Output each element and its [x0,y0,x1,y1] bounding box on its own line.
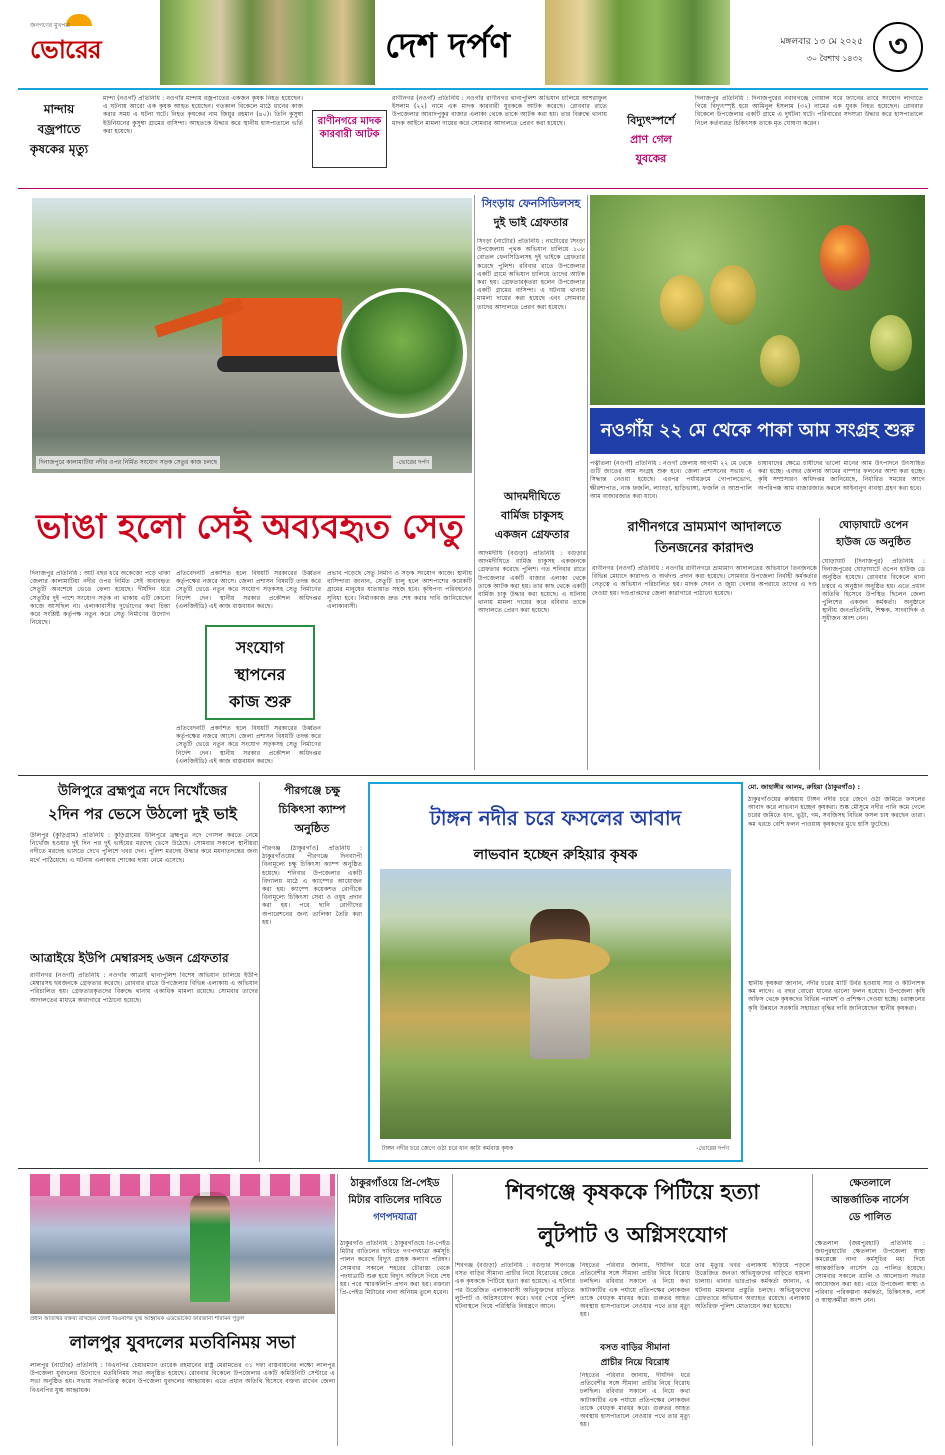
story-biddut-headline [612,112,690,182]
atrai-headline: আত্রাইয়ে ইউপি মেম্বারসহ ৬জন গ্রেফতার [30,951,229,965]
story-nurse-headline [815,1176,925,1236]
story-ghora-body: ঘোড়াঘাট (দিনাজপুর) প্রতিনিধি : দিনাজপুরের ঘোড়াঘাটে ওপেন হাউজ ডে অনুষ্ঠিত হয়েছে। রোববার বিকেলে থানা চত্বরে এ অনুষ্ঠান অনুষ্ঠিত হয়। এতে প্রধান অতিথি হিসেবে উপস্থিত ছিলেন জেলা পুলিশের একজন কর্মকর্তা। অনুষ্ঠানে স্থানীয় জনপ্রতিনিধি, শিক্ষক, সাংবাদিক ও সুধীজন অংশ নেন। [822,558,925,623]
story-madok-body: রাণীনগর (নওগাঁ) প্রতিনিধি : নওগাঁর রাণীনগর থানাপুলিশ অভিযান চালিয়ে আশরাফুল ইসলাম (২২) নামে এক মাদক কারবারী যুবককে আটক করেছে। রোববার রাতে উপজেলার আবাদপুকুর বাজার এলাকা থেকে তাকে আটক করা হয়। তার বিরুদ্ধে থানায় মাদক আইনে মামলা দায়ের করে সোমবার আদালতে প্রেরণ করা হয়েছে। [392,95,607,127]
tangon-caption: টাঙ্গন নদীর চরে জেগে ওঠা চরে ধান কাটা কর্মব্যস্ত কৃষক [382,1145,514,1152]
story-aam-body-2: চাষাবাদের ক্ষেত্রে চাষীদের ভালো মানের আম উৎপাদনে উৎসাহিত করা হচ্ছে। এবছর জেলায় আমের বাম্পার ফলনের আশা করা হচ্ছে। কৃষি সম্প্রসারণ অধিদপ্তর জানিয়েছে, নির্ধারিত সময়ের আগে অপরিপক্ক আম বাজারজাত করলে আইনানুগ ব্যবস্থা গ্রহণ করা হবে। [758,460,925,492]
mid-rule-2 [18,1168,928,1169]
story-atrai-headline [30,950,258,970]
masthead-rule [18,88,928,90]
date-line: মঙ্গলবার ১৩ মে ২০২৫ [780,37,863,47]
tangon-frame [368,782,743,1162]
divider-v-2 [587,195,588,770]
setu-banner [30,498,470,560]
mid-rule-1 [18,775,928,776]
tangon-byline: মো. জাহাঙ্গীর আলম, রুহিয়া (ঠাকুরগাঁও) : [748,783,861,791]
top-row-rule [18,188,928,189]
story-chokkhu-headline [262,782,362,842]
story-singra-body: সিংড়া (নাটোর) প্রতিনিধি : নাটোরের সিংড়া উপজেলায় পৃথক অভিযান চালিয়ে ১০৮ বোতল ফেনসিডিলসহ দুই ভাইকে গ্রেফতার করেছে পুলিশ। রবিবার রাতে উপজেলার একটি গ্রামে অভিযান চালিয়ে তাদের আটক করা হয়। গ্রেফতারকৃতরা হলেন উপজেলার একটি গ্রামের বাসিন্দা। এ ঘটনায় থানায় মামলা দায়ের করা হয়েছে এবং সোমবার তাদের আদালতে প্রেরণ করা হয়েছে। [477,238,585,311]
paddy-bundle [510,939,610,979]
paper-name: ভোরের [30,35,101,64]
brahmaputra-headline-1: উলিপুরে ব্রহ্মপুত্র নদে নিখোঁজের [57,784,228,799]
story-lalpur-headline [30,1330,335,1358]
masthead-photo-strip-right [545,0,730,85]
page-number-text: ৩ [888,28,908,64]
setu-banner-text: ভাঙা হলো সেই অব্যবহৃত সেতু [36,506,464,547]
section-title: দেশ দর্পণ [385,26,511,66]
shibganj-subhead-1: বসত বাড়ির সীমানা [600,1343,670,1353]
songjog-line-3: কাজ শুরু [229,692,291,711]
adamdighi-headline-1: আদমদীঘিতে [503,490,561,503]
bajrapat-headline-1: মান্দায় [43,102,75,116]
story-lalpur-body: লালপুর (নাটোর) প্রতিনিধি : বিএনপির চেয়ারম্যান তারেক রহমানের রাষ্ট্র মেরামতের ৩১ দফা বাস্তবায়নের লক্ষ্যে লালপুর উপজেলা যুবদলের উদ্যোগে মতবিনিময় সভা অনুষ্ঠিত হয়েছে। রোববার বিকেলে উপজেলার একটি কমিউনিটি সেন্টারে এ সভা অনুষ্ঠিত হয়। সভায় সভাপতিত্ব করেন উপজেলা যুবদলের আহ্বায়ক। এতে প্রধান অতিথি হিসেবে বক্তব্য রাখেন জেলা বিএনপির যুগ্ম আহ্বায়ক। [30,1362,335,1394]
masthead-photo-strip-left [160,0,375,85]
story-adalat-headline [592,518,817,562]
story-atrai-body: রাণীনগর (নওগাঁ) প্রতিনিধি : নওগাঁর আত্রাই থানাপুলিশ বিশেষ অভিযান চালিয়ে ইউপি মেম্বারসহ ছয়জনকে গ্রেফতার করেছে। রোববার রাতে উপজেলার বিভিন্ন এলাকায় এ অভিযান পরিচালিত হয়। গ্রেফতারকৃতদের বিরুদ্ধে থানায় একাধিক মামলা রয়েছে। সোমবার তাদের আদালতের মাধ্যমে কারাগারে পাঠানো হয়েছে। [30,972,258,1004]
tangon-credit: -ভোরের দর্পণ [696,1145,729,1152]
setu-photo-caption: দিনাজপুরে কালামাটিয়া নদীর ওপর নির্মিত সংযোগ সড়ক সেতুর কাজ চলছে [36,456,220,469]
tangon-photo [380,869,731,1139]
story-tangon-body-2: স্থানীয় কৃষকরা জানান, নদীর চরের মাটি উর্বর হওয়ায় সার ও কীটনাশক কম লাগে। এ বছর বোরো ধানের ভালো ফলন হয়েছে। উপজেলা কৃষি অফিস থেকে কৃষকদের বিভিন্ন পরামর্শ ও প্রশিক্ষণ দেওয়া হচ্ছে। চরাঞ্চলের কৃষি উন্নয়নে সরকারি সহায়তা বৃদ্ধির দাবি জানিয়েছেন স্থানীয় কৃষকরা। [748,980,925,1012]
story-chokkhu-body: পীরগঞ্জ (ঠাকুরগাঁও) প্রতিনিধি : ঠাকুরগাঁওয়ের পীরগঞ্জে দিনব্যাপী বিনামূল্যে চক্ষু চিকিৎসা ক্যাম্প অনুষ্ঠিত হয়েছে। শনিবার উপজেলার একটি বিদ্যালয় মাঠে এ ক্যাম্পের আয়োজন করা হয়। ক্যাম্পে কয়েকশত রোগীকে বিনামূল্যে চিকিৎসা সেবা ও ওষুধ প্রদান করা হয়। পরে ছানি রোগীদের অপারেশনের জন্য তালিকা তৈরি করা হয়। [262,845,362,926]
madok-headline: রাণীনগরে মাদক কারবারী আটক [317,116,382,140]
singra-headline-2: দুই ভাই গ্রেফতার [493,216,569,229]
setu-photo [32,198,472,473]
biddut-headline-2: প্রাণ গেল [630,133,672,146]
shibganj-subhead [580,1340,690,1370]
songjog-line-1: সংযোগ [235,638,285,657]
ghora-headline-2: হাউজ ডে অনুষ্ঠিত [836,537,911,548]
story-shibganj-body-2b: নিহতের পরিবার জানায়, দীর্ঘদিন ধরে প্রতিবেশীর সঙ্গে সীমানা প্রাচীর নিয়ে বিরোধ চলছিল। রবিবার সকালে এ নিয়ে কথা কাটাকাটির এক পর্যায়ে প্রতিপক্ষের লোকজন তাকে বেধড়ক মারধর করে। গুরুতর আহত অবস্থায় হাসপাতালে নেওয়ার পথে তার মৃত্যু হয়। [580,1372,690,1429]
story-nurse-body: ক্ষেতলাল (জয়পুরহাট) প্রতিনিধি : জয়পুরহাটের ক্ষেতলাল উপজেলা স্বাস্থ্য কমপ্লেক্সে নানা কর্মসূচির মধ্য দিয়ে আন্তর্জাতিক নার্সেস ডে পালিত হয়েছে। সোমবার সকালে র‍্যালি ও আলোচনা সভার আয়োজন করা হয়। এতে উপজেলা স্বাস্থ্য ও পরিবার পরিকল্পনা কর্মকর্তা, চিকিৎসক, নার্স ও স্বাস্থ্যকর্মীরা অংশ নেন। [815,1240,925,1305]
story-setu-body-3: প্রভাব পড়েছে সেতু নির্মাণ ও সড়ক সংযোগ কাজে। স্থানীয় বাসিন্দারা জানান, সেতুটি চালু হলে আশপাশের কয়েকটি গ্রামের মানুষের যাতায়াত সহজ হবে। কৃষিপণ্য পরিবহনেও সুবিধা হবে। নির্মাণকাজ দ্রুত শেষ করার দাবি জানিয়েছেন এলাকাবাসী। [327,570,472,610]
masthead [0,0,945,90]
story-shibganj-body-2: নিহতের পরিবার জানায়, দীর্ঘদিন ধরে প্রতিবেশীর সঙ্গে সীমানা প্রাচীর নিয়ে বিরোধ চলছিল। রবিবার সকালে এ নিয়ে কথা কাটাকাটির এক পর্যায়ে প্রতিপক্ষের লোকজন তাকে বেধড়ক মারধর করে। গুরুতর আহত অবস্থায় হাসপাতালে নেওয়ার পথে তার মৃত্যু হয়। [580,1262,690,1319]
story-madok-headline-box [312,110,387,168]
divider-v-5 [337,1174,338,1446]
lalpur-headline: লালপুর যুবদলের মতবিনিময় সভা [69,1333,296,1353]
setu-inset-photo [337,288,467,418]
date-block [738,34,863,74]
divider-v-7 [812,1174,813,1446]
bajrapat-headline-2: বজ্রপাতে [37,122,81,136]
prepaid-headline-2: মিটার বাতিলের দাবিতে [348,1195,442,1206]
songjog-box [205,625,315,720]
excavator-track [217,356,347,372]
farmer-figure [530,909,590,1059]
section-title-box [385,20,540,80]
singra-headline-1: সিংড়ায় ফেনসিডিলসহ [481,197,581,210]
mango-fruit-3 [820,225,870,291]
mango-photo [590,195,925,405]
masthead-tagline: জনগণের মুখপত্র [30,22,70,29]
story-bajrapat-body: মান্দা (নওগাঁ) প্রতিনিধি : নওগাঁর মান্দায় বজ্রপাতের একজন কৃষক নিহত হয়েছেন। এ ঘটনায় আরো এক কৃষক আহত হয়েছেন। গতকাল বিকেলে মাঠে ধানের কাজ করার সময় এ ঘটনা ঘটে। নিহত কৃষকের নাম জিয়ুর রহমান (৪০)। তিনি কুসুম্বা ইউনিয়নের কুসুম্বা গ্রামের বাসিন্দা। আহতকে উদ্ধার করে স্থানীয় হাসপাতালে ভর্তি করা হয়েছে। [103,95,303,135]
chokkhu-headline-3: অনুষ্ঠিত [294,822,330,835]
paper-logo [30,14,150,74]
story-ghora-headline [822,518,925,554]
shibganj-subhead-2: প্রাচীর নিয়ে বিরোধ [600,1358,670,1368]
story-bajrapat-headline [20,95,98,180]
shibganj-headline-2: লুটপাট ও অগ্নিসংযোগ [537,1223,728,1247]
aam-banner-text: নওগাঁয় ২২ মে থেকে পাকা আম সংগ্রহ শুরু [600,419,915,441]
tangon-subhead: লাভবান হচ্ছেন রুহিয়ার কৃষক [473,847,638,863]
tangon-headline: টাঙ্গন নদীর চরে ফসলের আবাদ [429,806,682,830]
setu-photo-credit: -ভোরের দর্পণ [393,456,432,469]
story-shibganj-headline [455,1176,810,1256]
mango-fruit-2 [710,265,756,325]
chokkhu-headline-1: পীরগঞ্জে চক্ষু [283,784,341,797]
story-tangon-body-1: ঠাকুরগাঁওয়ের রুহিয়ায় টাঙ্গন নদীর চরে জেগে ওঠা জমিতে ফসলের আবাদ করে লাভবান হচ্ছেন কৃষকরা। শুষ্ক মৌসুমে নদীর পানি কমে গেলে চরের জমিতে ধান, ভুট্টা, গম, সবজিসহ বিভিন্ন ফসল চাষ করছেন তারা। কম খরচে বেশি ফলন পাওয়ায় কৃষকদের মুখে হাসি ফুটেছে। [748,796,925,828]
story-adalat-body: রাণীনগর (নওগাঁ) প্রতিনিধি : নওগাঁর রাণীনগরে ভ্রাম্যমাণ আদালতের অভিযানে তিনজনকে বিভিন্ন মেয়াদে কারাদণ্ড ও অর্থদণ্ড প্রদান করা হয়েছে। সোমবার উপজেলা নির্বাহী কর্মকর্তার নেতৃত্বে এ অভিযান পরিচালিত হয়। মাদক সেবন ও জুয়া খেলার অপরাধে তাদের এ দণ্ড দেওয়া হয়। দণ্ডপ্রাপ্তদের জেলা কারাগারে পাঠানো হয়েছে। [592,565,817,597]
songjog-line-2: স্থাপনের [234,665,286,684]
divider-v-1 [474,195,475,770]
page-number [873,22,923,72]
story-singra-headline [477,195,585,235]
divider-v-4 [259,782,260,1162]
adamdighi-headline-3: একজন গ্রেফতার [494,528,570,541]
biddut-headline-1: বিদ্যুৎস্পর্শে [627,114,675,127]
nurse-headline-1: ক্ষেতলালে [849,1178,891,1189]
speaker-figure [190,1192,230,1302]
prepaid-headline-1: ঠাকুরগাঁওয়ে প্রি-পেইড [350,1178,440,1189]
story-prepaid-headline [340,1176,450,1236]
chokkhu-headline-2: চিকিৎসা ক্যাম্প [278,803,346,816]
story-shibganj-body-1: শিবগঞ্জ (বগুড়া) প্রতিনিধি : বগুড়ার শিবগঞ্জে বসত বাড়ির সীমানা প্রাচীর নিয়ে বিরোধের জেরে এক কৃষককে পিটিয়ে হত্যা করা হয়েছে। এ ঘটনার পর উত্তেজিত এলাকাবাসী অভিযুক্তদের বাড়িতে লুটপাট ও অগ্নিসংযোগ করে। খবর পেয়ে পুলিশ ঘটনাস্থলে গিয়ে পরিস্থিতি নিয়ন্ত্রণে আনে। [455,1262,575,1311]
story-brahmaputra-body: উলিপুর (কুড়িগ্রাম) প্রতিনিধি : কুড়িগ্রামের উলিপুরে ব্রহ্মপুত্র নদে গোসল করতে নেমে নিখোঁজ হওয়ার দুই দিন পর দুই ভাইয়ের মরদেহ ভেসে উঠেছে। সোমবার সকালে স্থানীয়রা নদীতে মরদেহ ভাসতে দেখে পুলিশে খবর দেন। পুলিশ মরদেহ উদ্ধার করে ময়নাতদন্তের জন্য মর্গে পাঠিয়েছে। এ ঘটনায় এলাকায় শোকের ছায়া নেমে এসেছে। [30,832,258,864]
mango-fruit-5 [760,335,800,387]
mango-fruit-1 [660,275,704,331]
brahmaputra-headline-2: ২দিন পর ভেসে উঠলো দুই ভাই [48,805,237,823]
story-prepaid-body: ঠাকুরগাঁও প্রতিনিধি : ঠাকুরগাঁওয়ে প্রি-পেইড মিটার বাতিলের দাবিতে গণপদযাত্রা কর্মসূচি পালন করেছে বিদ্যুৎ গ্রাহক কল্যাণ পরিষদ। সোমবার সকালে শহরের চৌরাস্তা থেকে পদযাত্রাটি শুরু হয়ে বিদ্যুৎ অফিসে গিয়ে শেষ হয়। পরে স্মারকলিপি প্রদান করা হয়। বক্তারা প্রি-পেইড মিটারের নানা অনিয়ম তুলে ধরেন। [340,1240,450,1297]
adamdighi-headline-2: বার্মিজ চাকুসহ [500,509,564,522]
story-aam-body-1: পত্নীতলা (নওগাঁ) প্রতিনিধি : নওগাঁ জেলায় আগামী ২২ মে থেকে গুটি জাতের আম সংগ্রহ শুরু হবে। জেলা প্রশাসনের সভায় এ সিদ্ধান্ত নেওয়া হয়েছে। এরপর পর্যায়ক্রমে গোপালভোগ, ক্ষীরশাপাত, নাক ফজলি, ল্যাংড়া, হাড়িভাঙ্গা, ফজলি ও আম্রপালি আম বাজারজাত করা যাবে। [590,460,752,500]
story-setu-body-1: দিনাজপুর প্রতিনিধি : আট বছর ধরে অকেজো পড়ে থাকা জেলার কালামাটিয়া নদীর ওপর নির্মিত সেই অব্যবহৃত সেতুটি অবশেষে ভেঙে ফেলা হয়েছে। দীর্ঘদিন ধরে সেতুটির দুই পাশে সংযোগ সড়ক না থাকায় এটি কোনো কাজে আসছিল না। এলাকাবাসীর দুর্ভোগের কথা চিন্তা করে সংশ্লিষ্ট কর্তৃপক্ষ নতুন করে সেতু নির্মাণের উদ্যোগ নিয়েছে। [30,570,170,627]
aam-banner [590,408,925,454]
story-adamdighi-body: আদমদীঘি (বগুড়া) প্রতিনিধি : বগুড়ার আদমদীঘিতে বার্মিজ চাকুসহ একজনকে গ্রেফতার করেছে পুলিশ। গত শনিবার রাতে উপজেলার একটি বাজার এলাকা থেকে তাকে আটক করা হয়। তার কাছ থেকে একটি বার্মিজ চাকু উদ্ধার করা হয়েছে। এ ঘটনায় থানায় মামলা দায়ের করে রবিবার তাকে আদালতে প্রেরণ করা হয়েছে। [478,550,586,615]
story-shibganj-body-3: তার মৃত্যুর খবর এলাকায় ছড়িয়ে পড়লে উত্তেজিত জনতা অভিযুক্তদের বাড়িতে হামলা চালায়। থানার ভারপ্রাপ্ত কর্মকর্তা জানান, এ ঘটনায় মামলার প্রস্তুতি চলছে। অভিযুক্তদের গ্রেফতারে অভিযান অব্যাহত রয়েছে। এলাকায় অতিরিক্ত পুলিশ মোতায়েন করা হয়েছে। [695,1262,810,1311]
shibganj-headline-1: শিবগঞ্জে কৃষককে পিটিয়ে হত্যা [505,1180,760,1204]
adalat-headline-1: রাণীনগরে ভ্রাম্যমাণ আদালতে [627,520,782,535]
divider-v-3 [819,518,820,770]
nurse-headline-3: ডে পালিত [848,1212,892,1223]
lalpur-photo-caption: প্রধান অতিথির বক্তব্য রাখছেন জেলা বিএনপির যুগ্ম আহ্বায়ক এডভোকেট ফারজানা শারমিন পুতুল [30,1316,245,1322]
story-setu-body-2: প্রতিবেদনটি প্রকাশিত হলে বিষয়টি সরকারের উর্ধ্বতন কর্তৃপক্ষের নজরে আসে। জেলা প্রশাসন বিষয়টি তদন্ত করে সেতুটি ভেঙে নতুন করে সংযোগ সড়কসহ সেতু নির্মাণের নির্দেশ দেন। স্থানীয় সরকার প্রকৌশল অধিদপ্তর (এলজিইডি) এই কাজ বাস্তবায়ন করছে। [176,570,321,610]
ghora-headline-1: ঘোড়াঘাটে ওপেন [838,520,909,531]
lalpur-photo [30,1174,335,1314]
story-setu-body-2b: প্রতিবেদনটি প্রকাশিত হলে বিষয়টি সরকারের উর্ধ্বতন কর্তৃপক্ষের নজরে আসে। জেলা প্রশাসন বিষয়টি তদন্ত করে সেতুটি ভেঙে নতুন করে সংযোগ সড়কসহ সেতু নির্মাণের নির্দেশ দেন। স্থানীয় সরকার প্রকৌশল অধিদপ্তর (এলজিইডি) এই কাজ বাস্তবায়ন করছে। [176,725,321,765]
biddut-headline-3: যুবকের [635,152,667,165]
adalat-headline-2: তিনজনের কারাদণ্ড [654,541,755,556]
bengali-date: ৩০ বৈশাখ ১৪৩২ [806,54,863,63]
story-biddut-body: দিনাজপুর প্রতিনিধি : দিনাজপুরের নবাবগঞ্জে গোয়াল ঘরে ফ্যানের তারে সংযোগ লাগাতে গিয়ে বিদ্যুৎস্পৃষ্ট হয়ে আমিনুল ইসলাম (৩২) নামের এক যুবক নিহত হয়েছেন। রোববার বিকেলে উপজেলার একটি গ্রামে এ দুর্ঘটনা ঘটে। পরিবারের সদস্যরা উদ্ধার করে হাসপাতালে নিলে কর্তব্যরত চিকিৎসক তাকে মৃত ঘোষণা করেন। [695,95,923,127]
prepaid-headline-3: গণপদযাত্রা [373,1212,417,1223]
story-adamdighi-headline [478,488,586,548]
divider-v-6 [452,1174,453,1446]
stage-banner [30,1174,335,1196]
story-brahmaputra-headline [30,782,255,830]
nurse-headline-2: আন্তর্জাতিক নার্সেস [831,1195,909,1206]
mango-fruit-4 [870,315,912,371]
bajrapat-headline-3: কৃষকের মৃত্যু [29,142,89,156]
